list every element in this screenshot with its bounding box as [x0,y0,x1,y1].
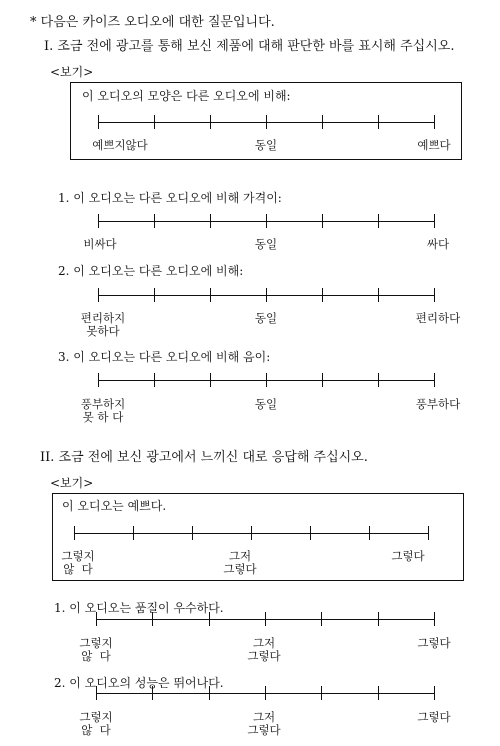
scale-tick[interactable] [434,612,435,626]
scale-tick[interactable] [96,686,97,700]
scale-tick[interactable] [265,612,266,626]
scale-tick[interactable] [154,288,155,302]
scale-tick[interactable] [434,373,435,387]
scale-tick[interactable] [98,288,99,302]
scale-tick[interactable] [209,612,210,626]
question-1-1-scale[interactable] [98,214,434,228]
scale-tick[interactable] [378,373,379,387]
scale-tick[interactable] [378,612,379,626]
scale-tick[interactable] [369,526,370,540]
question-1-3-right-label: 풍부하다 [415,397,461,411]
scale-tick[interactable] [154,115,155,129]
scale-tick[interactable] [210,288,211,302]
example-2-prompt: 이 오디오는 예쁘다. [62,499,167,513]
question-2-1-right-label: 그렇다 [417,636,451,650]
scale-tick[interactable] [251,526,252,540]
question-1-1-middle-label: 동일 [254,237,278,251]
question-2-1-middle-label: 그저 그렇다 [247,636,281,663]
question-1-2-prompt: 2. 이 오디오는 다른 오디오에 비해: [58,264,244,278]
scale-tick[interactable] [322,288,323,302]
question-2-2-middle-label: 그저 그렇다 [247,710,281,737]
scale-tick[interactable] [210,115,211,129]
question-2-2-scale[interactable] [96,686,434,700]
example-2-middle-label: 그저 그렇다 [223,549,257,576]
example-1-scale [98,115,434,129]
scale-tick[interactable] [321,612,322,626]
scale-tick[interactable] [321,686,322,700]
scale-tick[interactable] [378,115,379,129]
scale-tick[interactable] [154,373,155,387]
example-2-right-label: 그렇다 [391,549,425,563]
scale-tick[interactable] [322,115,323,129]
example-1-left-label: 예쁘지않다 [92,138,148,152]
question-1-2-left-label: 편리하지 못하다 [80,311,126,338]
example-1-middle-label: 동일 [254,138,278,152]
scale-tick[interactable] [434,214,435,228]
scale-tick[interactable] [378,288,379,302]
scale-tick[interactable] [192,526,193,540]
section-1-title: I. 조금 전에 광고를 통해 보신 제품에 대해 판단한 바를 표시해 주십시오. [44,39,455,54]
question-1-3-prompt: 3. 이 오디오는 다른 오디오에 비해 음이: [58,350,271,364]
question-1-2-right-label: 편리하다 [415,311,461,325]
question-1-2-scale[interactable] [98,288,434,302]
section-2-example-label: <보기> [50,476,94,490]
scale-tick[interactable] [152,686,153,700]
question-2-2-prompt: 2. 이 오디오의 성능은 뛰어나다. [54,676,224,690]
scale-tick[interactable] [266,214,267,228]
section-1-example-label: <보기> [50,65,94,79]
scale-tick[interactable] [378,214,379,228]
question-1-1-left-label: 비싸다 [83,237,117,251]
question-2-1-scale[interactable] [96,612,434,626]
scale-tick[interactable] [133,526,134,540]
scale-tick[interactable] [98,115,99,129]
scale-tick[interactable] [98,373,99,387]
question-1-1-prompt: 1. 이 오디오는 다른 오디오에 비해 가격이: [58,191,282,205]
question-1-1-right-label: 싸다 [426,237,450,251]
question-1-3-middle-label: 동일 [254,397,278,411]
question-2-1-prompt: 1. 이 오디오는 품질이 우수하다. [54,601,224,615]
scale-tick[interactable] [96,612,97,626]
section-2-title: II. 조금 전에 보신 광고에서 느끼신 대로 응답해 주십시오. [40,450,368,465]
question-2-1-left-label: 그렇지 않 다 [79,636,113,663]
scale-tick[interactable] [310,526,311,540]
scale-tick[interactable] [152,612,153,626]
scale-tick[interactable] [98,214,99,228]
scale-tick[interactable] [266,288,267,302]
question-1-3-scale[interactable] [98,373,434,387]
question-2-2-right-label: 그렇다 [417,710,451,724]
scale-tick[interactable] [428,526,429,540]
scale-tick[interactable] [266,373,267,387]
scale-tick[interactable] [74,526,75,540]
scale-tick[interactable] [378,686,379,700]
scale-tick[interactable] [434,115,435,129]
scale-tick[interactable] [434,288,435,302]
scale-tick[interactable] [434,686,435,700]
scale-tick[interactable] [209,686,210,700]
scale-tick[interactable] [154,214,155,228]
scale-tick[interactable] [210,214,211,228]
scale-tick[interactable] [266,115,267,129]
question-2-2-left-label: 그렇지 않 다 [79,710,113,737]
example-1-right-label: 예쁘다 [417,138,451,152]
example-1-prompt: 이 오디오의 모양은 다른 오디오에 비해: [82,89,291,103]
example-2-scale [74,526,428,540]
scale-tick[interactable] [265,686,266,700]
scale-tick[interactable] [210,373,211,387]
scale-tick[interactable] [322,373,323,387]
scale-tick[interactable] [322,214,323,228]
example-2-left-label: 그렇지 않 다 [61,549,95,576]
question-1-2-middle-label: 동일 [254,311,278,325]
survey-intro: * 다음은 카이즈 오디오에 대한 질문입니다. [30,15,275,30]
question-1-3-left-label: 풍부하지 못 하 다 [80,397,126,424]
